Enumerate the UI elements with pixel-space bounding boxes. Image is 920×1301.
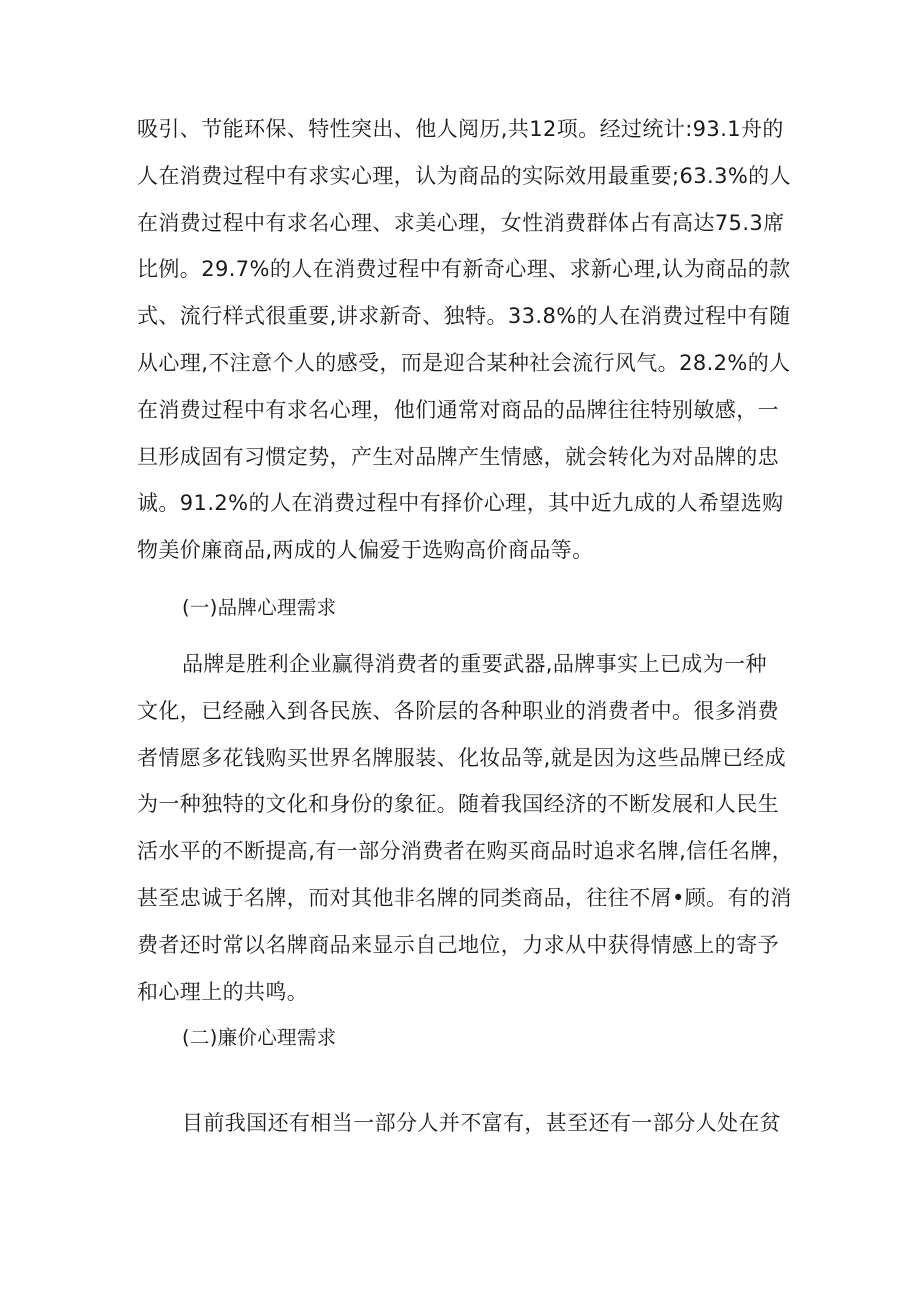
text-line: 比例。29.7%的人在消费过程中有新奇心理、求新心理,认为商品的款 (137, 257, 791, 282)
text-line: 在消费过程中有求名心理、求美心理，女性消费群体占有高达75.3席 (137, 210, 785, 235)
text-line: 目前我国还有相当一部分人并不富有，甚至还有一部分人处在贫 (182, 1111, 782, 1135)
text-line: 甚至忠诚于名牌，而对其他非名牌的同类商品，往往不屑•顾。有的消 (137, 885, 792, 910)
text-line: 人在消费过程中有求实心理，认为商品的实际效用最重要;63.3%的人 (137, 163, 791, 188)
text-line: 在消费过程中有求名心理，他们通常对商品的品牌往往特别敏感，一 (137, 397, 779, 422)
text-line: 式、流行样式很重要,讲求新奇、独特。33.8%的人在消费过程中有随 (137, 304, 791, 329)
section-heading-brand: (一)品牌心理需求 (182, 596, 337, 619)
paragraph-brand (137, 641, 797, 1015)
paragraph-low-price (137, 1100, 797, 1147)
text-line: 者情愿多花钱购买世界名牌服装、化妆品等,就是因为这些品牌已经成 (137, 745, 787, 770)
text-line: 品牌是胜利企业赢得消费者的重要武器,品牌事实上已成为一种 (182, 652, 767, 676)
text-line: 物美价廉商品,两成的人偏爱于选购高价商品等。 (137, 538, 594, 563)
text-line: 和心理上的共鸣。 (137, 979, 309, 1004)
paragraph-statistics (137, 106, 797, 574)
text-line: 从心理,不注意个人的感受，而是迎合某种社会流行风气。28.2%的人 (137, 350, 791, 375)
text-line: 吸引、节能环保、特性突出、他人阅历,共12项。经过统计:93.1舟的 (137, 117, 784, 141)
text-line: 文化，已经融入到各民族、各阶层的各种职业的消费者中。很多消费 (137, 698, 779, 723)
text-line: 为一种独特的文化和身份的象征。随着我国经济的不断发展和人民生 (137, 792, 779, 817)
text-line: 活水平的不断提高,有一部分消费者在购买商品时追求名牌,信任名牌， (137, 839, 794, 864)
text-line: 旦形成固有习惯定势，产生对品牌产生情感，就会转化为对品牌的忠 (137, 444, 779, 469)
section-heading-low-price: (二)廉价心理需求 (182, 1026, 337, 1049)
text-line: 费者还时常以名牌商品来显示自己地位，力求从中获得情感上的寄予 (137, 932, 779, 957)
text-line: 诚。91.2%的人在消费过程中有择价心理，其中近九成的人希望选购 (137, 491, 784, 516)
